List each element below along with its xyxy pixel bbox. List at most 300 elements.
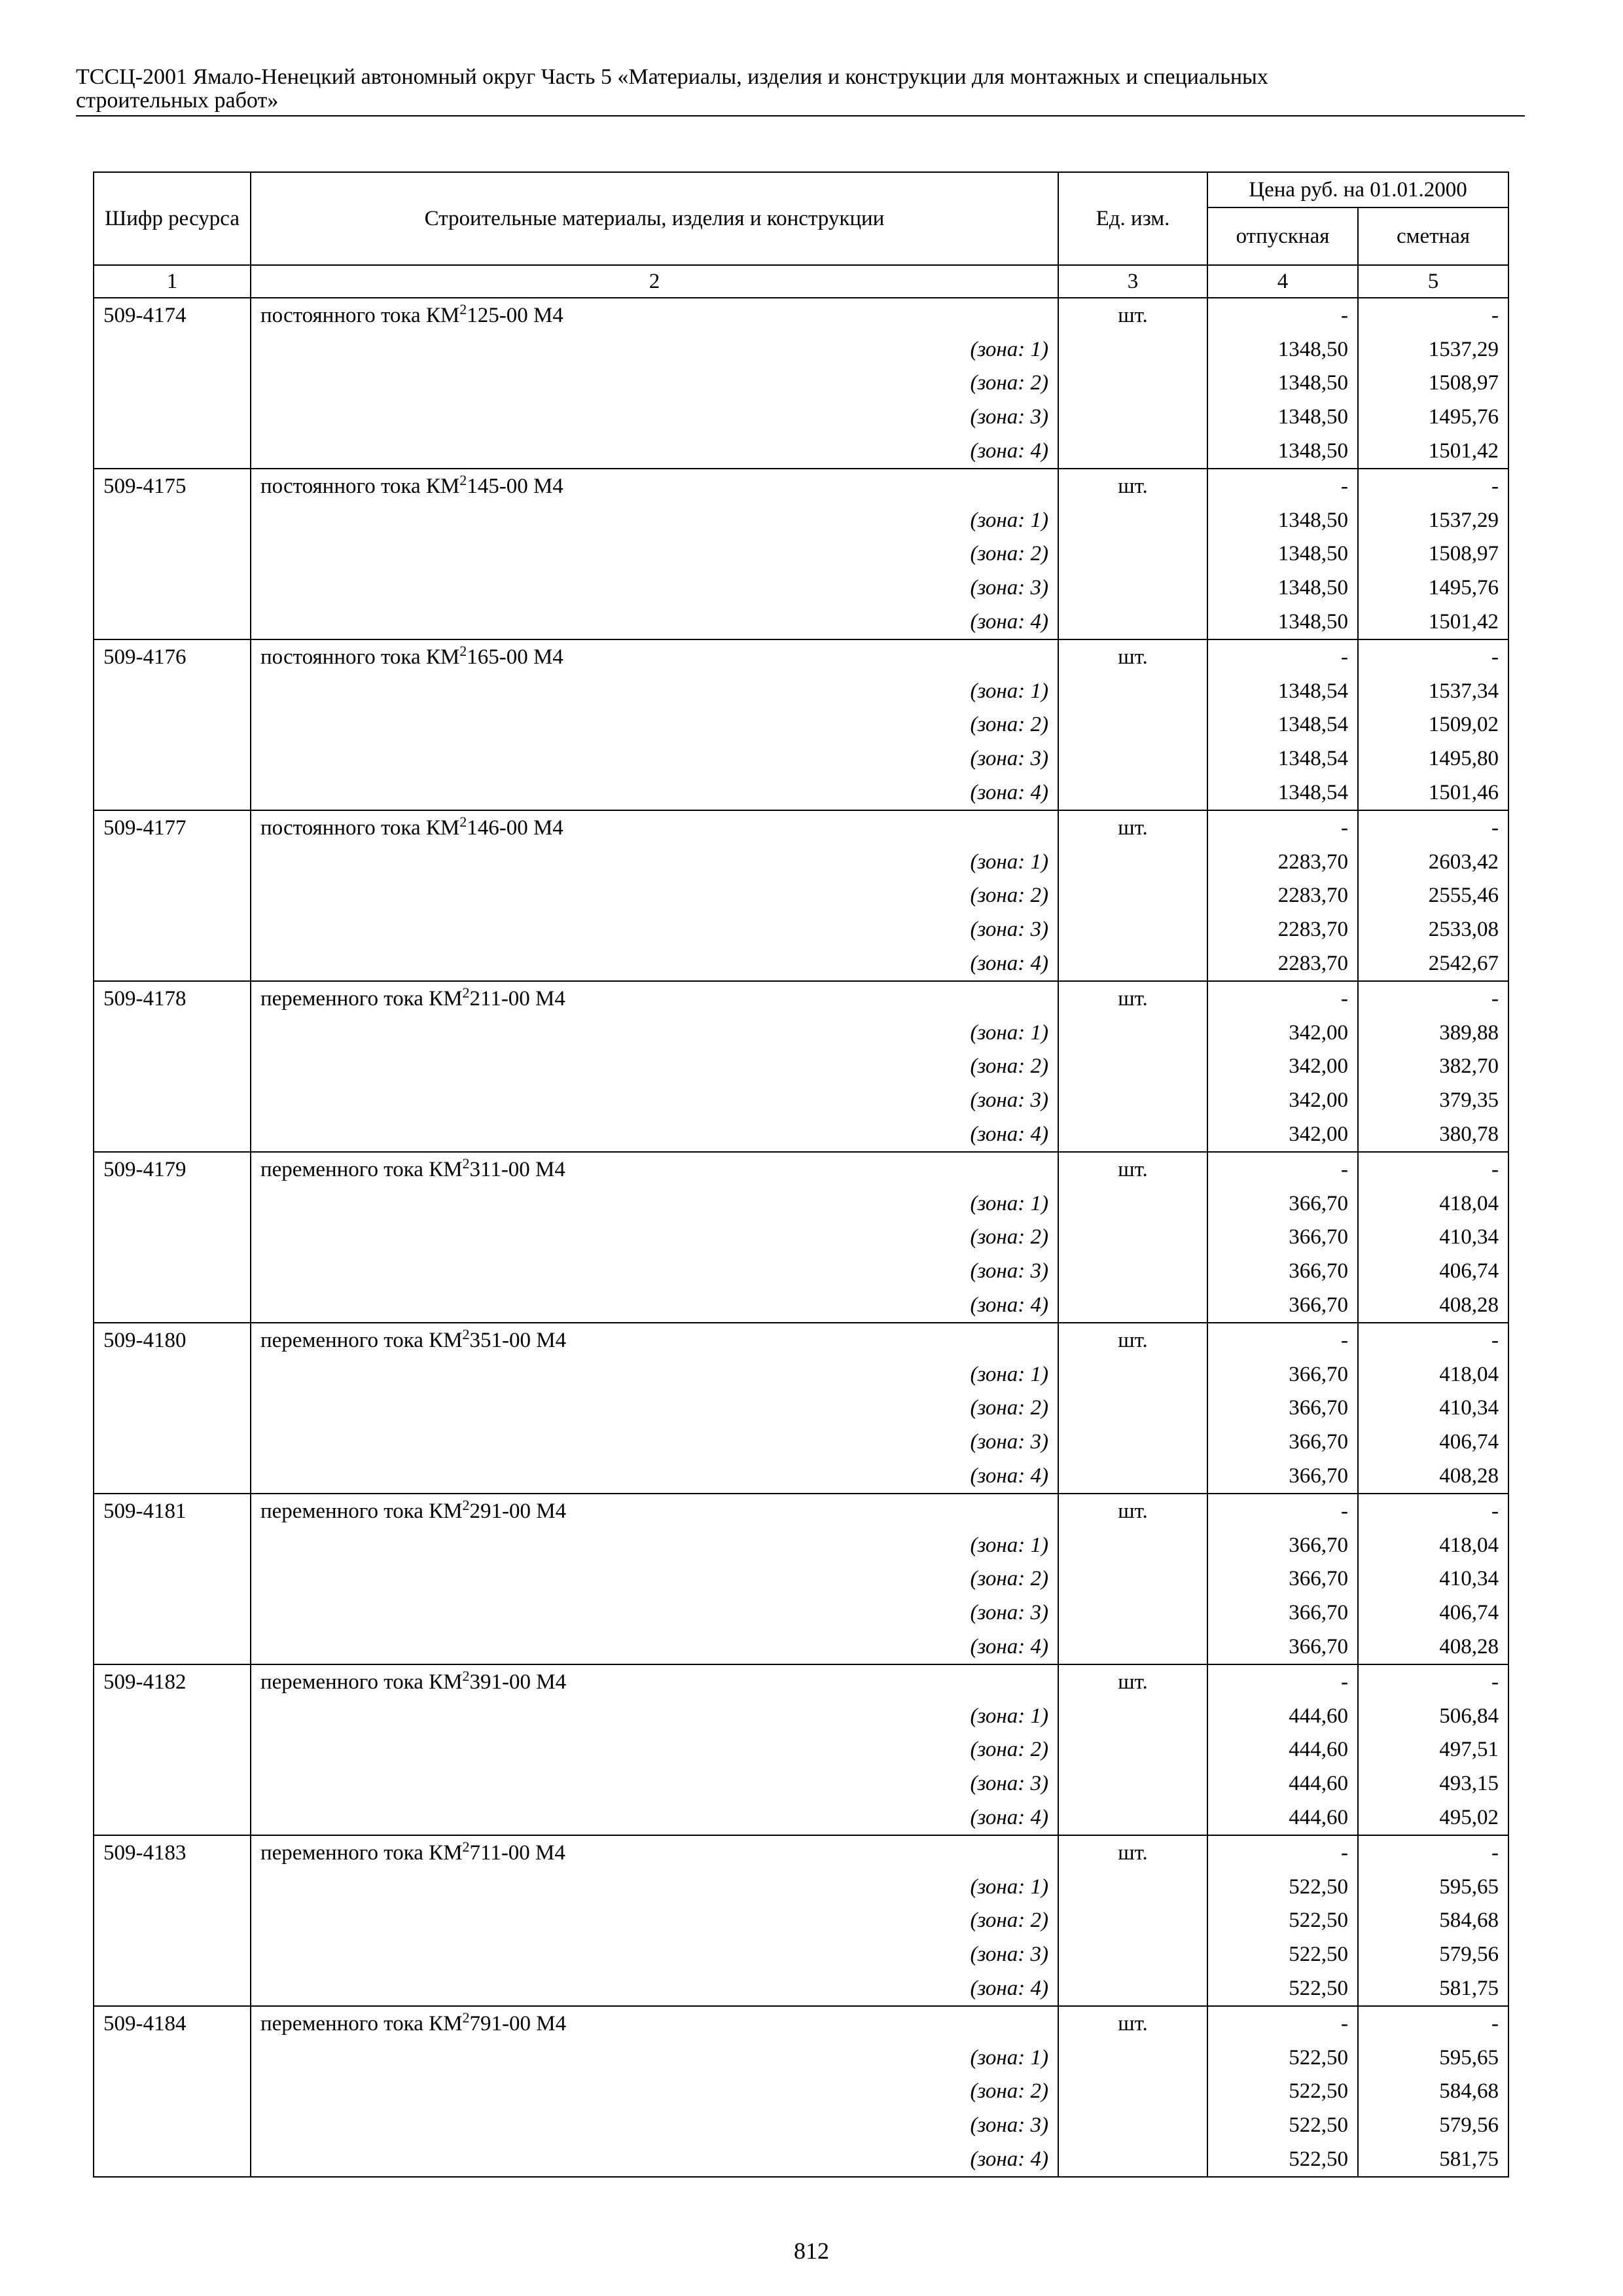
zone-price-estimate: 584,68 xyxy=(1358,1903,1508,1937)
zone-row xyxy=(94,742,1508,776)
zone-row xyxy=(94,367,1508,401)
zone-price-estimate: 2533,08 xyxy=(1358,912,1508,946)
zone-label: (зона: 2) xyxy=(251,1903,1058,1937)
zone-row xyxy=(94,2142,1508,2177)
resource-name-suffix: 146-00 М4 xyxy=(467,816,563,840)
resource-unit: шт. xyxy=(1058,639,1207,674)
zone-price-estimate: 406,74 xyxy=(1358,1254,1508,1288)
zone-label: (зона: 1) xyxy=(251,1357,1058,1391)
zone-price-estimate: 1495,76 xyxy=(1358,400,1508,434)
zone-unit-empty xyxy=(1058,708,1207,742)
zone-price-release: 366,70 xyxy=(1207,1254,1358,1288)
zone-price-release: 1348,50 xyxy=(1207,537,1358,571)
zone-row xyxy=(94,1699,1508,1733)
zone-unit-empty xyxy=(1058,1971,1207,2006)
zone-price-estimate: 389,88 xyxy=(1358,1016,1508,1050)
zone-price-estimate: 418,04 xyxy=(1358,1528,1508,1562)
zone-code-empty xyxy=(94,1903,251,1937)
zone-label: (зона: 1) xyxy=(251,1528,1058,1562)
zone-price-release: 2283,70 xyxy=(1207,879,1358,913)
price-release-empty: - xyxy=(1207,1323,1358,1357)
zone-row xyxy=(94,605,1508,639)
zone-row xyxy=(94,2041,1508,2075)
zone-label: (зона: 2) xyxy=(251,537,1058,571)
zone-price-estimate: 1509,02 xyxy=(1358,708,1508,742)
resource-name-superscript: 2 xyxy=(462,984,470,1001)
zone-code-empty xyxy=(94,605,251,639)
zone-unit-empty xyxy=(1058,2142,1207,2177)
price-release-empty: - xyxy=(1207,1494,1358,1528)
zone-price-release: 1348,54 xyxy=(1207,742,1358,776)
resource-code: 509-4175 xyxy=(94,469,251,503)
zone-row xyxy=(94,1596,1508,1630)
zone-code-empty xyxy=(94,1425,251,1459)
price-estimate-empty: - xyxy=(1358,1494,1508,1528)
zone-price-release: 1348,50 xyxy=(1207,571,1358,605)
zone-price-estimate: 410,34 xyxy=(1358,1221,1508,1255)
price-release-empty: - xyxy=(1207,1835,1358,1870)
resource-name xyxy=(251,1494,1058,1528)
zone-unit-empty xyxy=(1058,674,1207,708)
zone-price-release: 342,00 xyxy=(1207,1050,1358,1084)
col-number: 5 xyxy=(1358,265,1508,298)
resource-name-superscript: 2 xyxy=(459,471,467,488)
resource-row xyxy=(94,469,1508,503)
zone-label: (зона: 4) xyxy=(251,776,1058,810)
resource-code: 509-4174 xyxy=(94,298,251,332)
zone-label: (зона: 4) xyxy=(251,1459,1058,1494)
price-estimate-empty: - xyxy=(1358,2006,1508,2041)
resource-name-prefix: переменного тока КМ xyxy=(260,986,463,1011)
zone-row xyxy=(94,503,1508,537)
resource-unit: шт. xyxy=(1058,1835,1207,1870)
zone-label: (зона: 2) xyxy=(251,1732,1058,1767)
zone-code-empty xyxy=(94,742,251,776)
zone-price-release: 366,70 xyxy=(1207,1528,1358,1562)
zone-label: (зона: 3) xyxy=(251,1254,1058,1288)
zone-price-release: 366,70 xyxy=(1207,1562,1358,1596)
zone-label: (зона: 3) xyxy=(251,571,1058,605)
zone-price-release: 1348,54 xyxy=(1207,674,1358,708)
zone-price-release: 522,50 xyxy=(1207,1903,1358,1937)
resource-name-prefix: переменного тока КМ xyxy=(260,1840,463,1865)
zone-price-estimate: 380,78 xyxy=(1358,1117,1508,1152)
resource-name-superscript: 2 xyxy=(462,1838,470,1855)
zone-row xyxy=(94,879,1508,913)
zone-label: (зона: 1) xyxy=(251,503,1058,537)
zone-unit-empty xyxy=(1058,1083,1207,1117)
resource-name-superscript: 2 xyxy=(462,1667,470,1684)
zone-price-release: 342,00 xyxy=(1207,1117,1358,1152)
zone-unit-empty xyxy=(1058,1117,1207,1152)
zone-unit-empty xyxy=(1058,1767,1207,1801)
zone-unit-empty xyxy=(1058,1870,1207,1904)
resource-row xyxy=(94,1664,1508,1699)
zone-price-estimate: 1501,46 xyxy=(1358,776,1508,810)
zone-row xyxy=(94,1288,1508,1323)
zone-unit-empty xyxy=(1058,742,1207,776)
zone-label: (зона: 1) xyxy=(251,1870,1058,1904)
zone-price-estimate: 493,15 xyxy=(1358,1767,1508,1801)
zone-unit-empty xyxy=(1058,2041,1207,2075)
resource-row xyxy=(94,298,1508,332)
zone-code-empty xyxy=(94,1528,251,1562)
zone-label: (зона: 1) xyxy=(251,1016,1058,1050)
price-estimate-empty: - xyxy=(1358,469,1508,503)
zone-price-estimate: 410,34 xyxy=(1358,1562,1508,1596)
col-header-price-release: отпускная xyxy=(1207,207,1358,265)
zone-row xyxy=(94,1221,1508,1255)
zone-unit-empty xyxy=(1058,605,1207,639)
zone-unit-empty xyxy=(1058,503,1207,537)
zone-price-estimate: 408,28 xyxy=(1358,1288,1508,1323)
zone-price-estimate: 418,04 xyxy=(1358,1357,1508,1391)
zone-unit-empty xyxy=(1058,400,1207,434)
zone-unit-empty xyxy=(1058,1801,1207,1835)
zone-price-release: 522,50 xyxy=(1207,1937,1358,1971)
zone-row xyxy=(94,1732,1508,1767)
zone-price-release: 1348,50 xyxy=(1207,503,1358,537)
zone-label: (зона: 4) xyxy=(251,605,1058,639)
zone-unit-empty xyxy=(1058,2074,1207,2108)
zone-label: (зона: 3) xyxy=(251,742,1058,776)
zone-row xyxy=(94,1562,1508,1596)
zone-price-estimate: 418,04 xyxy=(1358,1187,1508,1221)
zone-row xyxy=(94,708,1508,742)
zone-unit-empty xyxy=(1058,1357,1207,1391)
zone-code-empty xyxy=(94,1187,251,1221)
price-estimate-empty: - xyxy=(1358,1152,1508,1187)
col-number: 2 xyxy=(251,265,1058,298)
zone-code-empty xyxy=(94,434,251,469)
zone-code-empty xyxy=(94,776,251,810)
zone-unit-empty xyxy=(1058,1016,1207,1050)
zone-price-estimate: 1508,97 xyxy=(1358,537,1508,571)
zone-code-empty xyxy=(94,1596,251,1630)
zone-row xyxy=(94,571,1508,605)
zone-label: (зона: 3) xyxy=(251,400,1058,434)
resource-name-suffix: 125-00 М4 xyxy=(467,303,563,327)
zone-row xyxy=(94,1187,1508,1221)
zone-price-estimate: 595,65 xyxy=(1358,1870,1508,1904)
resource-unit: шт. xyxy=(1058,981,1207,1016)
price-estimate-empty: - xyxy=(1358,1323,1508,1357)
resource-name-suffix: 291-00 М4 xyxy=(469,1499,567,1523)
resource-name xyxy=(251,981,1058,1016)
resource-code: 509-4179 xyxy=(94,1152,251,1187)
zone-price-release: 1348,54 xyxy=(1207,776,1358,810)
resource-name-suffix: 165-00 М4 xyxy=(467,645,563,669)
resource-name-suffix: 711-00 М4 xyxy=(469,1840,565,1865)
zone-row xyxy=(94,1083,1508,1117)
zone-label: (зона: 4) xyxy=(251,2142,1058,2177)
zone-code-empty xyxy=(94,879,251,913)
resource-name xyxy=(251,1323,1058,1357)
zone-price-release: 522,50 xyxy=(1207,2108,1358,2142)
resource-name-superscript: 2 xyxy=(459,300,467,317)
zone-row xyxy=(94,1903,1508,1937)
zone-price-estimate: 406,74 xyxy=(1358,1425,1508,1459)
zone-unit-empty xyxy=(1058,571,1207,605)
zone-unit-empty xyxy=(1058,1562,1207,1596)
price-estimate-empty: - xyxy=(1358,639,1508,674)
zone-row xyxy=(94,2074,1508,2108)
zone-unit-empty xyxy=(1058,332,1207,367)
price-release-empty: - xyxy=(1207,2006,1358,2041)
zone-unit-empty xyxy=(1058,537,1207,571)
zone-label: (зона: 2) xyxy=(251,1221,1058,1255)
resource-row xyxy=(94,810,1508,845)
resource-row xyxy=(94,2006,1508,2041)
resource-name-suffix: 311-00 М4 xyxy=(469,1157,565,1181)
zone-label: (зона: 3) xyxy=(251,1596,1058,1630)
zone-code-empty xyxy=(94,946,251,981)
resource-name xyxy=(251,2006,1058,2041)
zone-label: (зона: 4) xyxy=(251,946,1058,981)
zone-price-estimate: 581,75 xyxy=(1358,2142,1508,2177)
zone-code-empty xyxy=(94,1767,251,1801)
zone-price-estimate: 495,02 xyxy=(1358,1801,1508,1835)
zone-row xyxy=(94,1050,1508,1084)
header-line-2: строительных работ» xyxy=(76,88,279,113)
col-header-price-estimate: сметная xyxy=(1358,207,1508,265)
zone-price-estimate: 1501,42 xyxy=(1358,605,1508,639)
zone-price-release: 366,70 xyxy=(1207,1288,1358,1323)
zone-row xyxy=(94,1016,1508,1050)
zone-price-estimate: 584,68 xyxy=(1358,2074,1508,2108)
resource-name-prefix: переменного тока КМ xyxy=(260,2011,463,2036)
resource-name-suffix: 351-00 М4 xyxy=(469,1328,567,1352)
zone-code-empty xyxy=(94,1016,251,1050)
resource-name-prefix: переменного тока КМ xyxy=(260,1328,463,1352)
zone-price-estimate: 1495,76 xyxy=(1358,571,1508,605)
price-estimate-empty: - xyxy=(1358,1664,1508,1699)
resource-row xyxy=(94,1835,1508,1870)
zone-row xyxy=(94,912,1508,946)
zone-code-empty xyxy=(94,1117,251,1152)
zone-row xyxy=(94,434,1508,469)
resource-unit: шт. xyxy=(1058,1152,1207,1187)
resource-name xyxy=(251,1664,1058,1699)
zone-price-release: 366,70 xyxy=(1207,1630,1358,1664)
zone-code-empty xyxy=(94,2142,251,2177)
zone-price-release: 444,60 xyxy=(1207,1699,1358,1733)
zone-code-empty xyxy=(94,1357,251,1391)
zone-price-estimate: 410,34 xyxy=(1358,1391,1508,1426)
zone-code-empty xyxy=(94,1083,251,1117)
zone-price-release: 1348,50 xyxy=(1207,434,1358,469)
page-number: 812 xyxy=(794,2238,829,2264)
zone-code-empty xyxy=(94,1630,251,1664)
zone-row xyxy=(94,845,1508,879)
zone-code-empty xyxy=(94,674,251,708)
zone-code-empty xyxy=(94,537,251,571)
zone-label: (зона: 3) xyxy=(251,1083,1058,1117)
zone-unit-empty xyxy=(1058,2108,1207,2142)
header-line-1: ТССЦ-2001 Ямало-Ненецкий автономный округ Часть 5 «Материалы, изделия и конструкции для монтажных и специальных xyxy=(76,65,1268,89)
resource-unit: шт. xyxy=(1058,1664,1207,1699)
zone-price-estimate: 2542,67 xyxy=(1358,946,1508,981)
resource-name-superscript: 2 xyxy=(459,642,467,659)
zone-code-empty xyxy=(94,1459,251,1494)
zone-label: (зона: 2) xyxy=(251,708,1058,742)
zone-price-estimate: 506,84 xyxy=(1358,1699,1508,1733)
zone-price-release: 522,50 xyxy=(1207,1870,1358,1904)
zone-row xyxy=(94,1870,1508,1904)
zone-label: (зона: 3) xyxy=(251,1425,1058,1459)
resource-unit: шт. xyxy=(1058,469,1207,503)
resource-code: 509-4181 xyxy=(94,1494,251,1528)
zone-unit-empty xyxy=(1058,1187,1207,1221)
zone-code-empty xyxy=(94,2041,251,2075)
price-estimate-empty: - xyxy=(1358,298,1508,332)
zone-unit-empty xyxy=(1058,1596,1207,1630)
price-release-empty: - xyxy=(1207,469,1358,503)
zone-label: (зона: 4) xyxy=(251,434,1058,469)
zone-unit-empty xyxy=(1058,434,1207,469)
resource-unit: шт. xyxy=(1058,1494,1207,1528)
zone-code-empty xyxy=(94,1254,251,1288)
zone-price-release: 444,60 xyxy=(1207,1767,1358,1801)
zone-code-empty xyxy=(94,1288,251,1323)
zone-unit-empty xyxy=(1058,1459,1207,1494)
zone-code-empty xyxy=(94,1221,251,1255)
zone-unit-empty xyxy=(1058,1903,1207,1937)
zone-price-release: 522,50 xyxy=(1207,2142,1358,2177)
zone-code-empty xyxy=(94,1699,251,1733)
resource-unit: шт. xyxy=(1058,810,1207,845)
zone-unit-empty xyxy=(1058,1528,1207,1562)
resource-row xyxy=(94,639,1508,674)
zone-price-release: 522,50 xyxy=(1207,1971,1358,2006)
zone-row xyxy=(94,1459,1508,1494)
price-release-empty: - xyxy=(1207,1152,1358,1187)
resource-name-superscript: 2 xyxy=(462,1155,470,1172)
zone-label: (зона: 1) xyxy=(251,2041,1058,2075)
zone-code-empty xyxy=(94,332,251,367)
zone-row xyxy=(94,1801,1508,1835)
zone-unit-empty xyxy=(1058,1221,1207,1255)
zone-label: (зона: 2) xyxy=(251,1562,1058,1596)
zone-code-empty xyxy=(94,1801,251,1835)
col-number: 4 xyxy=(1207,265,1358,298)
zone-label: (зона: 1) xyxy=(251,332,1058,367)
zone-code-empty xyxy=(94,1870,251,1904)
zone-price-estimate: 1501,42 xyxy=(1358,434,1508,469)
zone-code-empty xyxy=(94,708,251,742)
zone-unit-empty xyxy=(1058,1937,1207,1971)
zone-row xyxy=(94,1117,1508,1152)
zone-label: (зона: 1) xyxy=(251,674,1058,708)
zone-unit-empty xyxy=(1058,367,1207,401)
zone-label: (зона: 1) xyxy=(251,1699,1058,1733)
resource-name-superscript: 2 xyxy=(462,1325,470,1342)
zone-unit-empty xyxy=(1058,845,1207,879)
price-release-empty: - xyxy=(1207,981,1358,1016)
zone-row xyxy=(94,537,1508,571)
zone-price-release: 366,70 xyxy=(1207,1596,1358,1630)
zone-price-estimate: 1495,80 xyxy=(1358,742,1508,776)
zone-code-empty xyxy=(94,1937,251,1971)
zone-price-release: 2283,70 xyxy=(1207,946,1358,981)
zone-unit-empty xyxy=(1058,1254,1207,1288)
resource-name-suffix: 791-00 М4 xyxy=(469,2011,567,2036)
zone-code-empty xyxy=(94,2108,251,2142)
zone-code-empty xyxy=(94,1050,251,1084)
col-number: 1 xyxy=(94,265,251,298)
zone-price-release: 522,50 xyxy=(1207,2041,1358,2075)
zone-code-empty xyxy=(94,571,251,605)
document-header xyxy=(76,65,1525,117)
zone-price-release: 2283,70 xyxy=(1207,845,1358,879)
col-header-unit: Ед. изм. xyxy=(1058,172,1207,265)
zone-label: (зона: 3) xyxy=(251,1937,1058,1971)
price-estimate-empty: - xyxy=(1358,1835,1508,1870)
zone-price-estimate: 1537,29 xyxy=(1358,332,1508,367)
zone-label: (зона: 4) xyxy=(251,1801,1058,1835)
col-header-name: Строительные материалы, изделия и конструкции xyxy=(251,172,1058,265)
resource-name-prefix: постоянного тока КМ xyxy=(260,303,460,327)
zone-price-estimate: 408,28 xyxy=(1358,1459,1508,1494)
zone-unit-empty xyxy=(1058,1699,1207,1733)
price-table-header xyxy=(94,172,1508,298)
zone-price-estimate: 2603,42 xyxy=(1358,845,1508,879)
resource-code: 509-4180 xyxy=(94,1323,251,1357)
resource-name xyxy=(251,1152,1058,1187)
zone-label: (зона: 4) xyxy=(251,1630,1058,1664)
resource-name-suffix: 391-00 М4 xyxy=(469,1670,567,1694)
zone-price-release: 2283,70 xyxy=(1207,912,1358,946)
price-estimate-empty: - xyxy=(1358,981,1508,1016)
zone-unit-empty xyxy=(1058,912,1207,946)
price-table-body xyxy=(94,298,1508,2177)
zone-price-release: 366,70 xyxy=(1207,1187,1358,1221)
zone-price-estimate: 1537,29 xyxy=(1358,503,1508,537)
zone-unit-empty xyxy=(1058,1630,1207,1664)
zone-code-empty xyxy=(94,845,251,879)
zone-price-release: 342,00 xyxy=(1207,1083,1358,1117)
resource-name-prefix: переменного тока КМ xyxy=(260,1157,463,1181)
zone-price-estimate: 579,56 xyxy=(1358,2108,1508,2142)
zone-label: (зона: 3) xyxy=(251,2108,1058,2142)
zone-price-estimate: 406,74 xyxy=(1358,1596,1508,1630)
resource-name-suffix: 211-00 М4 xyxy=(469,986,565,1011)
zone-price-estimate: 579,56 xyxy=(1358,1937,1508,1971)
zone-row xyxy=(94,776,1508,810)
zone-code-empty xyxy=(94,1732,251,1767)
zone-code-empty xyxy=(94,1562,251,1596)
col-number: 3 xyxy=(1058,265,1207,298)
zone-label: (зона: 1) xyxy=(251,845,1058,879)
zone-price-release: 444,60 xyxy=(1207,1732,1358,1767)
resource-name xyxy=(251,639,1058,674)
zone-label: (зона: 4) xyxy=(251,1288,1058,1323)
zone-label: (зона: 2) xyxy=(251,367,1058,401)
zone-unit-empty xyxy=(1058,1288,1207,1323)
zone-price-release: 444,60 xyxy=(1207,1801,1358,1835)
zone-row xyxy=(94,674,1508,708)
zone-row xyxy=(94,1391,1508,1426)
zone-price-estimate: 2555,46 xyxy=(1358,879,1508,913)
zone-label: (зона: 2) xyxy=(251,879,1058,913)
price-release-empty: - xyxy=(1207,1664,1358,1699)
price-release-empty: - xyxy=(1207,810,1358,845)
resource-row xyxy=(94,981,1508,1016)
zone-unit-empty xyxy=(1058,1391,1207,1426)
zone-price-estimate: 1537,34 xyxy=(1358,674,1508,708)
col-header-code: Шифр ресурса xyxy=(94,172,251,265)
resource-row xyxy=(94,1494,1508,1528)
